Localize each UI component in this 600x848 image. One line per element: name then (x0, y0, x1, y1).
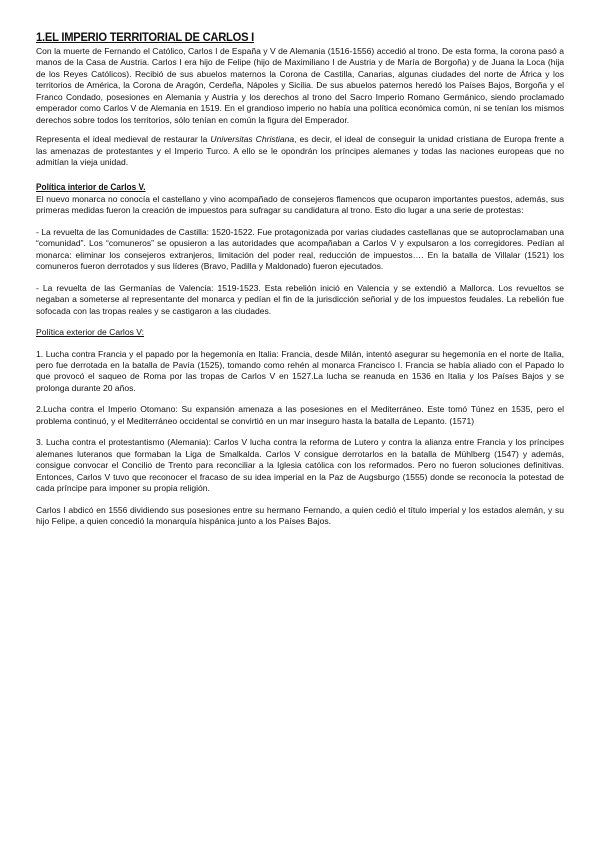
germanias-revolt-paragraph: - La revuelta de las Germanías de Valencia: 1519-1523. Esta rebelión inició en Valencia y se extendió a Mallorca. Los revueltos se negaban a someterse al representante del monarca y pedían el fin de la jurisdicción señorial y de los impuestos feudales. La rebelión fue sofocada con las tropas reales y se castigaron a las ciudades. (36, 282, 564, 316)
comunidades-revolt-paragraph: - La revuelta de las Comunidades de Castilla: 1520-1522. Fue protagonizada por varias ciudades castellanas que se autoproclamaban una “comunidad”. Los “comuneros” se opusieron a las autoridades que acompañaban a Carlos V y expulsaron a los corregidores. Pedían al monarca: eliminar los consejeros extranjeros, limitación del poder real, reducción de impuestos…. En la batalla de Villalar (1521) los comuneros fueron derrotados y sus líderes (Bravo, Padilla y Maldonado) fueron ejecutados. (36, 226, 564, 272)
intro-paragraph-2-start: Representa el ideal medieval de restaurar la (36, 134, 211, 145)
intro-paragraph-2-end: , es decir, el ideal de conseguir la unidad cristiana de Europa frente a las amenazas de protestantes y el Imperio Turco. A ello se le opondrán los príncipes alemanes y todas las naciones europeas que no admitían la vieja unidad. (36, 134, 565, 168)
ottoman-war-paragraph: 2.Lucha contra el Imperio Otomano: Su expansión amenaza a las posesiones en el Mediterráneo. Este tomó Túnez en 1535, pero el problema continuó, y el Mediterráneo occidental se convirtió en un mar inseguro hasta la batalla de Lepanto. (1571) (36, 404, 564, 426)
document-title: 1.EL IMPERIO TERRITORIAL DE CARLOS I (36, 30, 255, 44)
interior-policy-heading: Política interior de Carlos V. (36, 181, 146, 192)
exterior-policy-heading: Política exterior de Carlos V: (36, 327, 144, 338)
france-war-paragraph: 1. Lucha contra Francia y el papado por la hegemonía en Italia: Francia, desde Milán, intentó asegurar su hegemonía en el norte de Italia, pero fue derrotada en la batalla de Pavía (1525), tomando como rehén al monarca Francisco I. Francia se había aliado con el Papado lo que provocó el saqueo de Roma por las tropas de Carlos V en 1527.La lucha se reanuda en 1536 en Italia y los Países Bajos y se prolonga durante 20 años. (36, 348, 564, 393)
intro-paragraph-1: Con la muerte de Fernando el Católico, Carlos I de España y V de Alemania (1516-1556) accedió al trono. De esta forma, la corona pasó a manos de la Casa de Austria. Carlos I era hijo de Felipe (hijo de Maximiliano I de Austria y de María de Borgoña) y de Juana la Loca (hija de los Reyes Católicos). Recibió de sus abuelos maternos la Corona de Castilla, Canarias, algunas ciudades del norte de África y los territorios de América, la Corona de Aragón, Cerdeña, Nápoles y Sicilia. De sus abuelos paternos heredó los Países Bajos, Borgoña y el Franco Condado, posesiones en Alemania y Austria y los derechos al trono del Sacro Imperio Romano Germánico, siendo proclamado emperador como Carlos V de Alemania en 1519. En el grandioso imperio no había una política económica común, ni se tenían los mismos derechos sobre todos los territorios, sólo tenían en común la figura del Emperador. (36, 46, 564, 125)
abdication-paragraph: Carlos I abdicó en 1556 dividiendo sus posesiones entre su hermano Fernando, a quien cedió el título imperial y los estados alemán, y su hijo Felipe, a quien concedió la monarquía hispánica junto a los Países Bajos. (36, 504, 564, 526)
interior-paragraph-1: El nuevo monarca no conocía el castellano y vino acompañado de consejeros flamencos que ocuparon importantes puestos, además, sus primeras medidas fueron la creación de impuestos para sufragar su candidatura al trono. Esto dio lugar a una serie de protestas: (36, 194, 564, 216)
universitas-christiana-term: Universitas Christiana (210, 134, 295, 145)
protestantism-paragraph: 3. Lucha contra el protestantismo (Alemania): Carlos V lucha contra la reforma de Lutero y contra la alianza entre Francia y los príncipes alemanes luteranos que formaban la Liga de Smalkalda. Carlos V consigue derrotarlos en la batalla de Mühlberg (1547) y además, consigue convocar el Concilio de Trento para reconciliar a la Iglesia católica con los reformados. Pero no fueron soluciones definitivas. Entonces, Carlos V tuvo que reconocer el fracaso de su idea imperial en la Paz de Augsburgo (1555) donde se reconocía la potestad de cada príncipe para imponer su propia religión. (36, 437, 564, 494)
document-page (36, 30, 564, 527)
intro-paragraph-2 (36, 134, 564, 168)
